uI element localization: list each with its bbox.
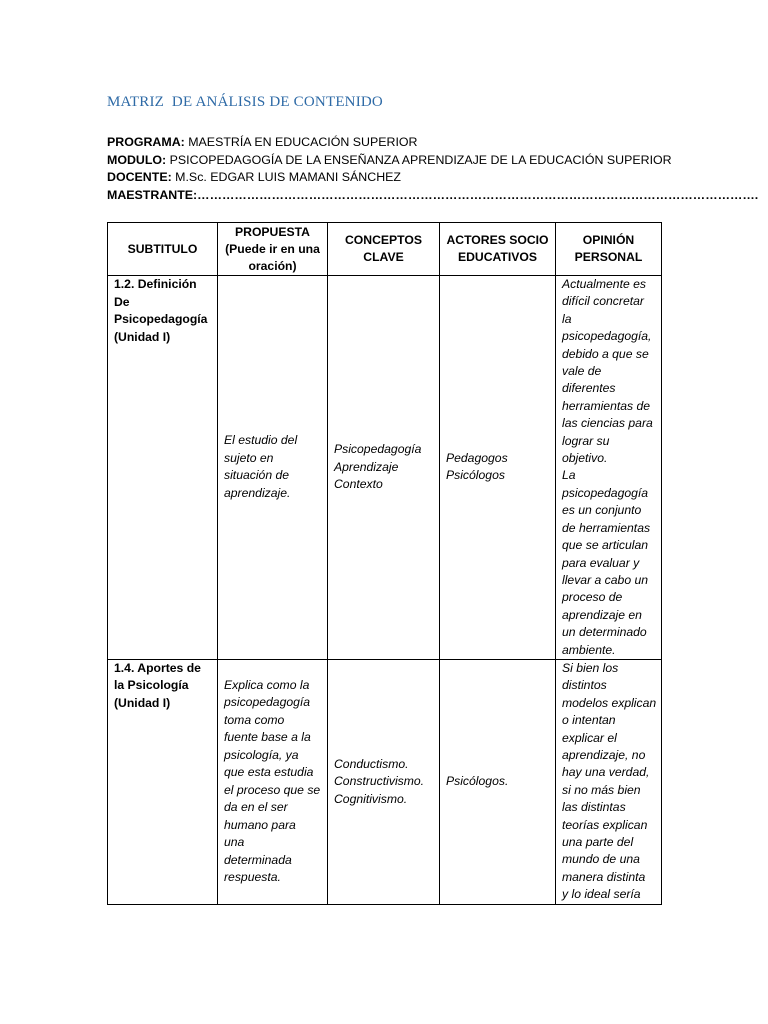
cell-text-line: aprendizaje. xyxy=(224,485,291,500)
cell-text-line: Aprendizaje xyxy=(334,459,399,474)
cell-text-line: psicopedagogía, xyxy=(562,329,652,344)
cell-text-line: SUBTITULO xyxy=(127,241,198,256)
cell-text-line: determinada xyxy=(224,852,292,867)
cell-text-line: Pedagogos xyxy=(446,450,508,465)
cell-text-line: modelos explican xyxy=(562,695,657,710)
modulo-field xyxy=(107,152,758,170)
cell-conceptos xyxy=(328,276,440,660)
cell-text-line: fuente base a la xyxy=(224,730,311,745)
cell-text-line: Actualmente es xyxy=(562,277,647,291)
cell-text-line: un determinado xyxy=(562,625,647,640)
cell-subtitulo xyxy=(108,276,218,660)
cell-text-line: que se articulan xyxy=(562,538,649,553)
cell-text-line: 1.4. Aportes de xyxy=(114,660,201,675)
cell-text-line: Si bien los xyxy=(562,660,619,675)
cell-text-line: que esta estudia xyxy=(224,765,314,780)
header-actores xyxy=(440,223,556,276)
cell-text-line: psicología, ya xyxy=(224,747,299,762)
cell-text-line: mundo de una xyxy=(562,852,640,867)
cell-text-line: OPINIÓN xyxy=(582,233,635,247)
document-header-fields xyxy=(107,134,758,204)
cell-text-line: llevar a cabo un xyxy=(562,572,649,587)
header-conceptos xyxy=(328,223,440,276)
cell-text-line: Psicopedagogía xyxy=(334,442,422,457)
cell-text-line: Conductismo. xyxy=(334,756,409,771)
cell-propuesta xyxy=(218,659,328,904)
cell-subtitulo xyxy=(108,659,218,904)
cell-text-line: para evaluar y xyxy=(562,555,640,570)
cell-text-line: si no más bien xyxy=(562,782,641,797)
programa-field xyxy=(107,134,758,152)
cell-text-line: objetivo. xyxy=(562,451,608,466)
cell-text-line: la Psicología xyxy=(114,678,189,693)
cell-text-line: vale de xyxy=(562,364,602,379)
cell-text-line: situación de xyxy=(224,468,290,483)
cell-text-line: de herramientas xyxy=(562,520,651,535)
cell-text-line: herramientas de xyxy=(562,398,651,413)
cell-propuesta xyxy=(218,276,328,660)
cell-text-line: EDUCATIVOS xyxy=(458,250,537,264)
cell-text-line: explicar el xyxy=(562,730,617,745)
table-row xyxy=(108,276,662,660)
document-title: MATRIZ DE ANÁLISIS DE CONTENIDO xyxy=(107,94,383,110)
cell-text-line: Psicólogos xyxy=(446,468,505,483)
programa-value: MAESTRÍA EN EDUCACIÓN SUPERIOR xyxy=(184,135,418,149)
cell-text-line: Cognitivismo. xyxy=(334,791,408,806)
cell-text-line: lograr su xyxy=(562,433,610,448)
cell-text-line: ACTORES SOCIO xyxy=(446,233,549,247)
cell-text-line: distintos xyxy=(562,678,607,693)
cell-text-line: hay una verdad, xyxy=(562,765,650,780)
cell-text-line: la xyxy=(562,311,572,326)
cell-opinion xyxy=(556,659,662,904)
modulo-value: PSICOPEDAGOGÍA DE LA ENSEÑANZA APRENDIZAJE DE LA EDUCACIÓN SUPERIOR xyxy=(166,152,672,167)
cell-text-line: psicopedagogía xyxy=(562,485,649,500)
cell-text-line: sujeto en xyxy=(224,450,274,465)
cell-text-line: La xyxy=(562,468,576,483)
cell-text-line: proceso de xyxy=(562,590,623,605)
cell-text-line: diferentes xyxy=(562,381,616,396)
header-opinion xyxy=(556,223,662,276)
cell-actores xyxy=(440,659,556,904)
cell-text-line: da en el ser xyxy=(224,800,288,815)
cell-text-line: El estudio del xyxy=(224,433,298,448)
table-row xyxy=(108,659,662,904)
cell-text-line: Psicopedagogía xyxy=(114,312,208,326)
cell-text-line: es un conjunto xyxy=(562,503,642,518)
modulo-label: MODULO: xyxy=(107,152,167,167)
table-header-row xyxy=(108,223,662,276)
cell-text-line: Explica como la xyxy=(224,677,310,692)
cell-conceptos xyxy=(328,659,440,904)
cell-text-line: PROPUESTA xyxy=(235,224,310,239)
cell-text-line: (Unidad I) xyxy=(114,329,171,344)
cell-text-line: PERSONAL xyxy=(574,250,643,264)
cell-text-line: una xyxy=(224,835,245,850)
cell-text-line: debido a que se xyxy=(562,346,649,361)
cell-text-line: manera distinta xyxy=(562,869,646,884)
docente-field xyxy=(107,169,758,187)
cell-text-line: aprendizaje, no xyxy=(562,747,646,762)
cell-text-line: ambiente. xyxy=(562,642,616,657)
cell-text-line: y lo ideal sería xyxy=(562,887,641,902)
cell-text-line: psicopedagogía xyxy=(224,695,311,710)
cell-text-line: toma como xyxy=(224,712,285,727)
cell-text-line: teorías explican xyxy=(562,817,648,832)
cell-text-line: aprendizaje en xyxy=(562,607,642,622)
cell-text-line: el proceso que se xyxy=(224,782,321,797)
cell-text-line: una parte del xyxy=(562,835,634,849)
cell-text-line: (Unidad I) xyxy=(114,695,171,710)
cell-actores xyxy=(440,276,556,660)
cell-text-line: difícil concretar xyxy=(562,294,644,309)
cell-text-line: Psicólogos. xyxy=(446,774,509,789)
cell-opinion xyxy=(556,276,662,660)
cell-text-line: 1.2. Definición xyxy=(114,277,197,291)
cell-text-line: o intentan xyxy=(562,713,616,728)
cell-text-line: Constructivismo. xyxy=(334,774,425,789)
cell-text-line: oración) xyxy=(248,258,297,273)
content-analysis-table xyxy=(107,222,662,905)
cell-text-line: (Puede ir en una xyxy=(225,241,320,256)
docente-value: M.Sc. EDGAR LUIS MAMANI SÁNCHEZ xyxy=(171,170,401,184)
maestrante-field xyxy=(107,187,758,205)
header-propuesta xyxy=(218,223,328,276)
cell-text-line: humano para xyxy=(224,817,296,832)
cell-text-line: CONCEPTOS xyxy=(345,233,422,247)
cell-text-line: las ciencias para xyxy=(562,416,653,431)
cell-text-line: respuesta. xyxy=(224,870,281,885)
cell-text-line: CLAVE xyxy=(363,250,404,264)
cell-text-line: De xyxy=(114,294,130,309)
header-subtitulo xyxy=(108,223,218,276)
maestrante-value: ………………………………………………………………………………………………………………………. xyxy=(197,187,759,202)
programa-label: PROGRAMA: xyxy=(107,135,185,149)
docente-label: DOCENTE: xyxy=(107,170,172,184)
cell-text-line: Contexto xyxy=(334,477,383,492)
maestrante-label: MAESTRANTE: xyxy=(107,187,198,202)
cell-text-line: las distintas xyxy=(562,800,626,815)
